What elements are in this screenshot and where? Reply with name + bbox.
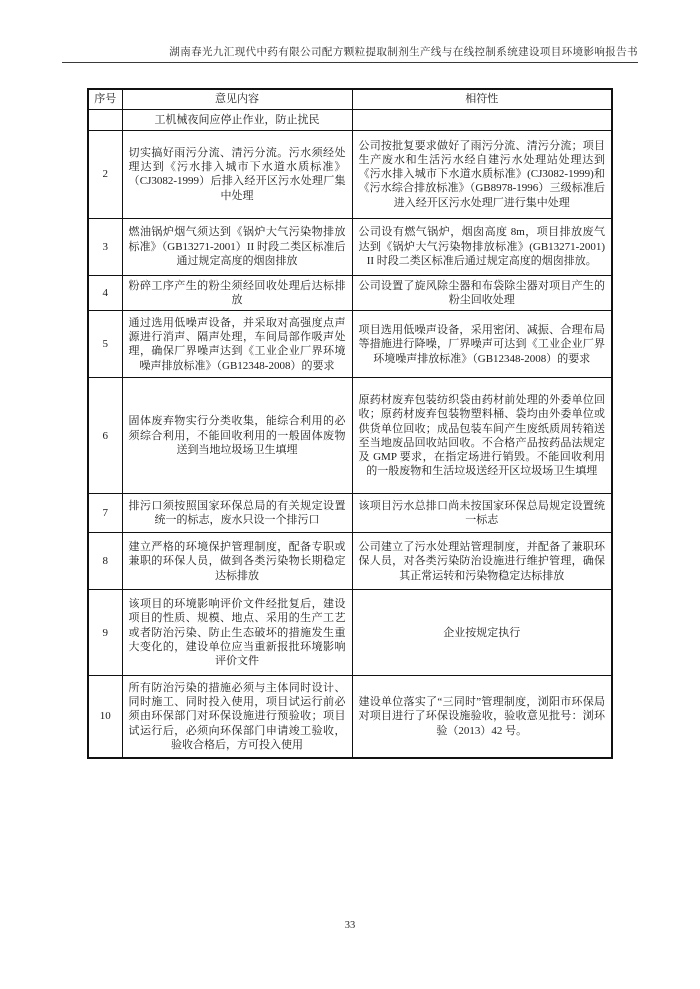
- document-header-title: 湖南春光九汇现代中药有限公司配方颗粒提取制剂生产线与在线控制系统建设项目环境影响报告书: [169, 47, 638, 58]
- table-row: [88, 275, 612, 311]
- table-row: [88, 494, 612, 533]
- row-number-cell: 10: [88, 676, 122, 758]
- opinion-cell: 排污口须按照国家环保总局的有关规定设置统一的标志，废水只设一个排污口: [122, 494, 352, 533]
- row-number-cell: 2: [88, 130, 122, 218]
- opinion-cell: 所有防治污染的措施必须与主体同时设计、同时施工、同时投入使用，项目试运行前必须由环保部门对环保设施进行预验收；项目试运行后，必须向环保部门申请竣工验收，验收合格后，方可投入使用: [122, 676, 352, 758]
- table-body: [88, 109, 612, 758]
- table-row: [88, 378, 612, 494]
- opinion-cell: 建立严格的环境保护管理制度，配备专职或兼职的环保人员，做到各类污染物长期稳定达标排放: [122, 533, 352, 590]
- table-row: [88, 311, 612, 378]
- opinion-cell: 该项目的环境影响评价文件经批复后，建设项目的性质、规模、地点、采用的生产工艺或者防治污染、防止生态破坏的措施发生重大变化的，建设单位应当重新报批环境影响评价文件: [122, 590, 352, 676]
- row-number-cell: 9: [88, 590, 122, 676]
- conformity-cell: 企业按规定执行: [352, 590, 612, 676]
- opinion-cell: 燃油锅炉烟气须达到《锅炉大气污染物排放标准》（GB13271-2001）II 时段二类区标准后通过规定高度的烟囱排放: [122, 218, 352, 275]
- opinion-cell: 工机械夜间应停止作业，防止扰民: [122, 109, 352, 130]
- conformity-cell: 项目选用低噪声设备，采用密闭、减振、合理布局等措施进行降噪，厂界噪声可达到《工业企业厂界环境噪声排放标准》（GB12348-2008）的要求: [352, 311, 612, 378]
- conformity-cell: 公司设有燃气锅炉，烟囱高度 8m，项目排放废气达到《锅炉大气污染物排放标准》(GB13271-2001) II 时段二类区标准后通过规定高度的烟囱排放。: [352, 218, 612, 275]
- conformity-cell: 建设单位落实了“三同时”管理制度，浏阳市环保局对项目进行了环保设施验收，验收意见批号：浏环验（2013）42 号。: [352, 676, 612, 758]
- table-row: [88, 676, 612, 758]
- opinion-cell: 粉碎工序产生的粉尘须经回收处理后达标排放: [122, 275, 352, 311]
- row-number-cell: 6: [88, 378, 122, 494]
- row-number-cell: 5: [88, 311, 122, 378]
- conformity-cell: 公司建立了污水处理站管理制度，并配备了兼职环保人员，对各类污染防治设施进行维护管理，确保其正常运转和污染物稳定达标排放: [352, 533, 612, 590]
- column-header-conformity: 相符性: [352, 89, 612, 109]
- opinion-cell: 固体废弃物实行分类收集，能综合利用的必须综合利用，不能回收利用的一般固体废物送到当地垃圾场卫生填埋: [122, 378, 352, 494]
- table-row: [88, 109, 612, 130]
- column-header-number: 序号: [88, 89, 122, 109]
- conformity-cell: [352, 109, 612, 130]
- row-number-cell: 8: [88, 533, 122, 590]
- row-number-cell: 3: [88, 218, 122, 275]
- table-row: [88, 533, 612, 590]
- conformity-cell: 该项目污水总排口尚未按国家环保总局规定设置统一标志: [352, 494, 612, 533]
- conformity-cell: 公司按批复要求做好了雨污分流、清污分流；项目生产废水和生活污水经自建污水处理站处理达到《污水排入城市下水道水质标准》(CJ3082-1999)和《污水综合排放标准》（GB8978-1996）三级标准后进入经开区污水处理厂进行集中处理: [352, 130, 612, 218]
- document-header: [62, 44, 638, 63]
- table-header-row: [88, 89, 612, 109]
- table-row: [88, 590, 612, 676]
- compliance-table: [87, 88, 613, 759]
- table-row: [88, 130, 612, 218]
- row-number-cell: 7: [88, 494, 122, 533]
- table-row: [88, 218, 612, 275]
- opinion-cell: 切实搞好雨污分流、清污分流。污水须经处理达到《污水排入城市下水道水质标准》（CJ3082-1999）后排入经开区污水处理厂集中处理: [122, 130, 352, 218]
- conformity-cell: 公司设置了旋风除尘器和布袋除尘器对项目产生的粉尘回收处理: [352, 275, 612, 311]
- row-number-cell: 4: [88, 275, 122, 311]
- page-number: 33: [344, 920, 356, 931]
- column-header-opinion: 意见内容: [122, 89, 352, 109]
- conformity-cell: 原药材废弃包装纺织袋由药材前处理的外委单位回收；原药材废弃包装物塑料桶、袋均由外委单位或供货单位回收；成品包装车间产生废纸质周转箱送至当地废品回收站回收。不合格产品按药品法规定及 GMP 要求，在指定场进行销毁。不能回收利用的一般废物和生活垃圾送经开区垃圾场卫生填埋: [352, 378, 612, 494]
- row-number-cell: [88, 109, 122, 130]
- opinion-cell: 通过选用低噪声设备，并采取对高强度点声源进行消声、隔声处理，车间局部作吸声处理，确保厂界噪声达到《工业企业厂界环境噪声排放标准》（GB12348-2008）的要求: [122, 311, 352, 378]
